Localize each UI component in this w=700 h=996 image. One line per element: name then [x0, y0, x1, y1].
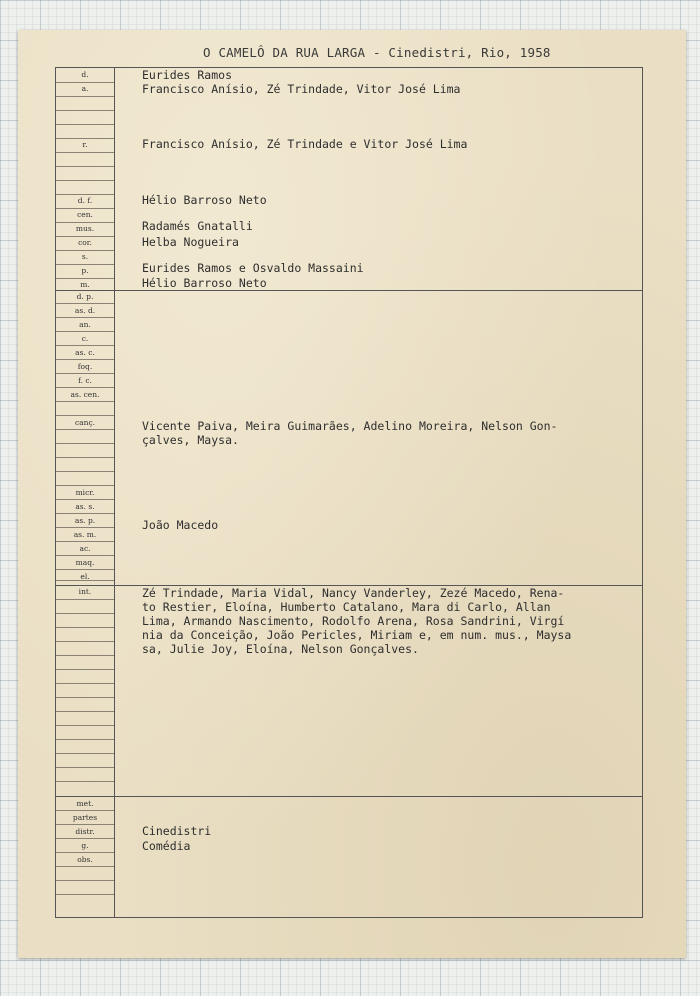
- card-title: O CAMELÔ DA RUA LARGA - Cinedistri, Rio, 1958: [203, 45, 551, 60]
- value-cast-line-5: sa, Julie Joy, Eloína, Nelson Gonçalves.: [142, 642, 419, 656]
- label-screenplay: r.: [82, 140, 88, 149]
- value-director: Eurides Ramos: [142, 68, 233, 82]
- label-focus-puller: foq.: [77, 362, 93, 371]
- section-divider-3: [56, 796, 642, 797]
- value-editing: Hélio Barroso Neto: [142, 276, 267, 290]
- label-props: ac.: [79, 544, 91, 553]
- value-photography: Hélio Barroso Neto: [142, 193, 267, 207]
- label-parts: partes: [72, 813, 98, 822]
- label-songs: canç.: [74, 418, 96, 427]
- card-form-frame: [55, 67, 643, 918]
- label-assistant-director: as. d.: [74, 306, 96, 315]
- value-screenplay: Francisco Anísio, Zé Trindade e Vitor José Lima: [142, 137, 468, 151]
- label-photography: d. f.: [77, 196, 93, 205]
- label-sound-assistant: as. s.: [75, 502, 95, 511]
- label-camera: c.: [81, 334, 89, 343]
- label-microphone: micr.: [75, 488, 95, 497]
- value-songs-line-1: Vicente Paiva, Meira Guimarães, Adelino Moreira, Nelson Gon-: [142, 419, 558, 433]
- label-sound: s.: [81, 252, 89, 261]
- label-argument: a.: [81, 84, 89, 93]
- value-distributor: Cinedistri: [142, 824, 212, 838]
- catalog-card: [18, 30, 686, 958]
- label-makeup: maq.: [75, 558, 95, 567]
- label-editing-assistant: as. m.: [73, 530, 97, 539]
- label-producer: p.: [81, 266, 89, 275]
- label-set-assistant: as. cen.: [70, 390, 100, 399]
- label-camera-assistant: as. c.: [75, 348, 95, 357]
- label-production-director: d. p.: [76, 292, 94, 301]
- label-observations: obs.: [77, 855, 93, 864]
- value-cast-line-1: Zé Trindade, Maria Vidal, Nancy Vanderley, Zezé Macedo, Rena-: [142, 586, 565, 600]
- label-distributor: distr.: [75, 827, 95, 836]
- label-cast: int.: [78, 587, 92, 596]
- value-cast-line-3: Lima, Armando Nascimento, Rodolfo Arena, Rosa Sandrini, Virgí: [142, 614, 565, 628]
- label-director: d.: [81, 70, 89, 79]
- label-choreography: cor.: [78, 238, 92, 247]
- value-songs-line-2: çalves, Maysa.: [142, 433, 239, 447]
- label-annotation: an.: [79, 320, 91, 329]
- value-choreography: Helba Nogueira: [142, 235, 239, 249]
- label-genre: g.: [81, 841, 89, 850]
- label-editing: m.: [80, 280, 90, 289]
- value-cast-line-2: to Restier, Eloína, Humberto Catalano, Mara di Carlo, Allan: [142, 600, 551, 614]
- label-column-divider: [114, 68, 115, 917]
- value-argument: Francisco Anísio, Zé Trindade, Vitor José Lima: [142, 82, 461, 96]
- value-music: Radamés Gnatalli: [142, 219, 253, 233]
- label-scenography: cen.: [77, 210, 93, 219]
- label-music: mus.: [75, 224, 95, 233]
- value-producer: Eurides Ramos e Osvaldo Massaini: [142, 261, 364, 275]
- value-cast-line-4: nia da Conceição, João Pericles, Miriam e, em num. mus., Maysa: [142, 628, 572, 642]
- label-electrician: el.: [80, 572, 90, 581]
- label-still-photo: f. c.: [78, 376, 92, 385]
- label-footage: met.: [76, 799, 94, 808]
- value-genre: Comédia: [142, 839, 191, 853]
- value-production-assistant: João Macedo: [142, 518, 219, 532]
- label-production-assistant: as. p.: [74, 516, 96, 525]
